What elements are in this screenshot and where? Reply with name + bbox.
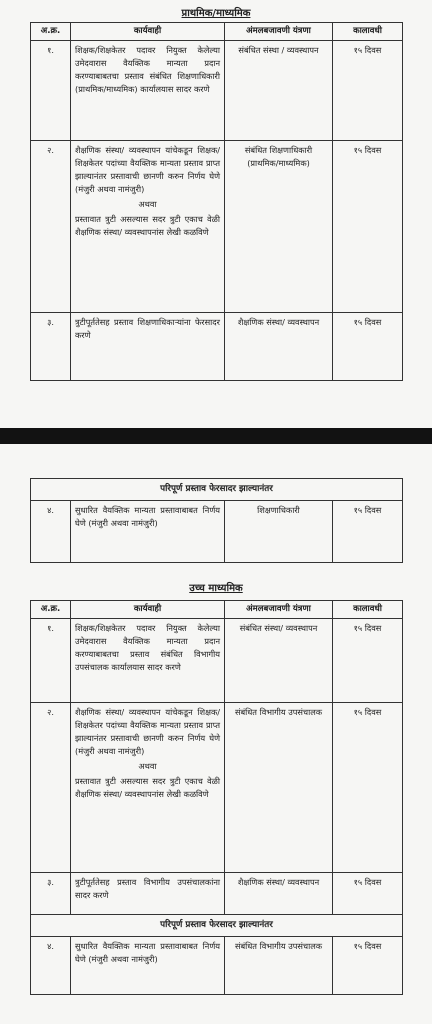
row-action-alternate: प्रस्तावात त्रुटी असल्यास सदर त्रुटी एकाच वेळी शैक्षणिक संस्था/ व्यवस्थापनांस लेखी कळविणे — [75, 776, 220, 799]
row-period: १५ दिवस — [333, 313, 403, 381]
row-action: शैक्षणिक संस्था/ व्यवस्थापन यांचेकडून शिक्षक/शिक्षकेतर पदांच्या वैयक्तिक मान्यता प्रस्ताव प्राप्त झाल्यानंतर प्रस्तावाची छानणी करुन निर्णय घेणे (मंजुरी अथवा नामंजुरी) — [75, 707, 220, 756]
row-agency: संबंधित विभागीय उपसंचालक — [225, 703, 333, 873]
resubmission-table — [30, 478, 403, 563]
table-row — [31, 41, 403, 141]
row-action: त्रुटीपूर्ततेसह प्रस्ताव शिक्षणाधिकाऱ्यांना फेरसादर करणे — [71, 313, 225, 381]
col-header-period: कालावधी — [333, 601, 403, 619]
row-number: १. — [31, 619, 71, 703]
row-action: त्रुटीपूर्ततेसह प्रस्ताव विभागीय उपसंचालकांना सादर करणे — [71, 873, 225, 915]
row-agency: संबंधित शिक्षणाधिकारी (प्राथमिक/माध्यमिक) — [225, 141, 333, 313]
row-action-alternate: प्रस्तावात त्रुटी असल्यास सदर त्रुटी एकाच वेळी शैक्षणिक संस्था/ व्यवस्थापनांस लेखी कळविणे — [75, 214, 220, 237]
row-period: १५ दिवस — [333, 937, 403, 995]
table-row — [31, 873, 403, 915]
row-or-text: अथवा — [138, 761, 157, 771]
row-action: शिक्षक/शिक्षकेतर पदावर नियुक्त केलेल्या उमेदवारास वैयक्तिक मान्यता प्रदान करण्याबाबतचा प्रस्ताव संबंधित शिक्षणाधिकारी (प्राथमिक/माध्यमिक) कार्यालयास सादर करणे — [71, 41, 225, 141]
banner-row — [31, 479, 403, 501]
table-row — [31, 619, 403, 703]
row-action: सुधारित वैयक्तिक मान्यता प्रस्तावाबाबत निर्णय घेणे (मंजुरी अथवा नामंजुरी) — [71, 937, 225, 995]
primary-secondary-table — [30, 22, 403, 381]
col-header-agency: अंमलबजावणी यंत्रणा — [225, 601, 333, 619]
resubmission-banner: परिपूर्ण प्रस्ताव फेरसादर झाल्यानंतर — [31, 915, 403, 937]
row-number: ३. — [31, 873, 71, 915]
row-number: ४. — [31, 501, 71, 563]
row-period: १५ दिवस — [333, 619, 403, 703]
row-action-cell — [71, 703, 225, 873]
table-row — [31, 703, 403, 873]
table-row — [31, 141, 403, 313]
col-header-agency: अंमलबजावणी यंत्रणा — [225, 23, 333, 41]
col-header-serial: अ.क्र. — [31, 23, 71, 41]
row-agency: शिक्षणाधिकारी — [225, 501, 333, 563]
table-header-row — [31, 23, 403, 41]
row-period: १५ दिवस — [333, 703, 403, 873]
row-agency: संबंधित संस्था / व्यवस्थापन — [225, 41, 333, 141]
row-period: १५ दिवस — [333, 141, 403, 313]
row-period: १५ दिवस — [333, 501, 403, 563]
col-header-action: कार्यवाही — [71, 601, 225, 619]
table-row — [31, 937, 403, 995]
row-period: १५ दिवस — [333, 41, 403, 141]
document-page-1 — [0, 0, 432, 428]
row-number: ३. — [31, 313, 71, 381]
row-number: २. — [31, 141, 71, 313]
row-agency: संबंधित संस्था/ व्यवस्थापन — [225, 619, 333, 703]
row-period: १५ दिवस — [333, 873, 403, 915]
row-action: शिक्षक/शिक्षकेतर पदावर नियुक्त केलेल्या उमेदवारास वैयक्तिक मान्यता प्रदान करण्याबाबतचा प्रस्ताव संबंधित विभागीय उपसंचालक कार्यालयास सादर करणे — [71, 619, 225, 703]
page-divider — [0, 428, 432, 444]
table-row — [31, 313, 403, 381]
col-header-action: कार्यवाही — [71, 23, 225, 41]
row-action: सुधारित वैयक्तिक मान्यता प्रस्तावाबाबत निर्णय घेणे (मंजुरी अथवा नामंजुरी) — [71, 501, 225, 563]
row-action-cell — [71, 141, 225, 313]
higher-secondary-table — [30, 600, 403, 995]
resubmission-banner: परिपूर्ण प्रस्ताव फेरसादर झाल्यानंतर — [31, 479, 403, 501]
table-header-row — [31, 601, 403, 619]
row-number: १. — [31, 41, 71, 141]
row-number: २. — [31, 703, 71, 873]
row-action: शैक्षणिक संस्था/ व्यवस्थापन यांचेकडून शिक्षक/शिक्षकेतर पदांच्या वैयक्तिक मान्यता प्रस्ताव प्राप्त झाल्यानंतर प्रस्तावाची छानणी करुन निर्णय घेणे (मंजुरी अथवा नामंजुरी) — [75, 145, 220, 194]
col-header-period: कालावधी — [333, 23, 403, 41]
table-row — [31, 501, 403, 563]
section-title-primary-secondary: प्राथमिक/माध्यमिक — [181, 8, 251, 19]
banner-row — [31, 915, 403, 937]
row-agency: शैक्षणिक संस्था/ व्यवस्थापन — [225, 313, 333, 381]
row-agency: संबंधित विभागीय उपसंचालक — [225, 937, 333, 995]
row-agency: शैक्षणिक संस्था/ व्यवस्थापन — [225, 873, 333, 915]
section-title-higher-secondary: उच्च माध्यमिक — [189, 583, 243, 594]
document-page-2 — [0, 444, 432, 1024]
row-or-text: अथवा — [138, 199, 157, 209]
row-number: ४. — [31, 937, 71, 995]
col-header-serial: अ.क्र. — [31, 601, 71, 619]
